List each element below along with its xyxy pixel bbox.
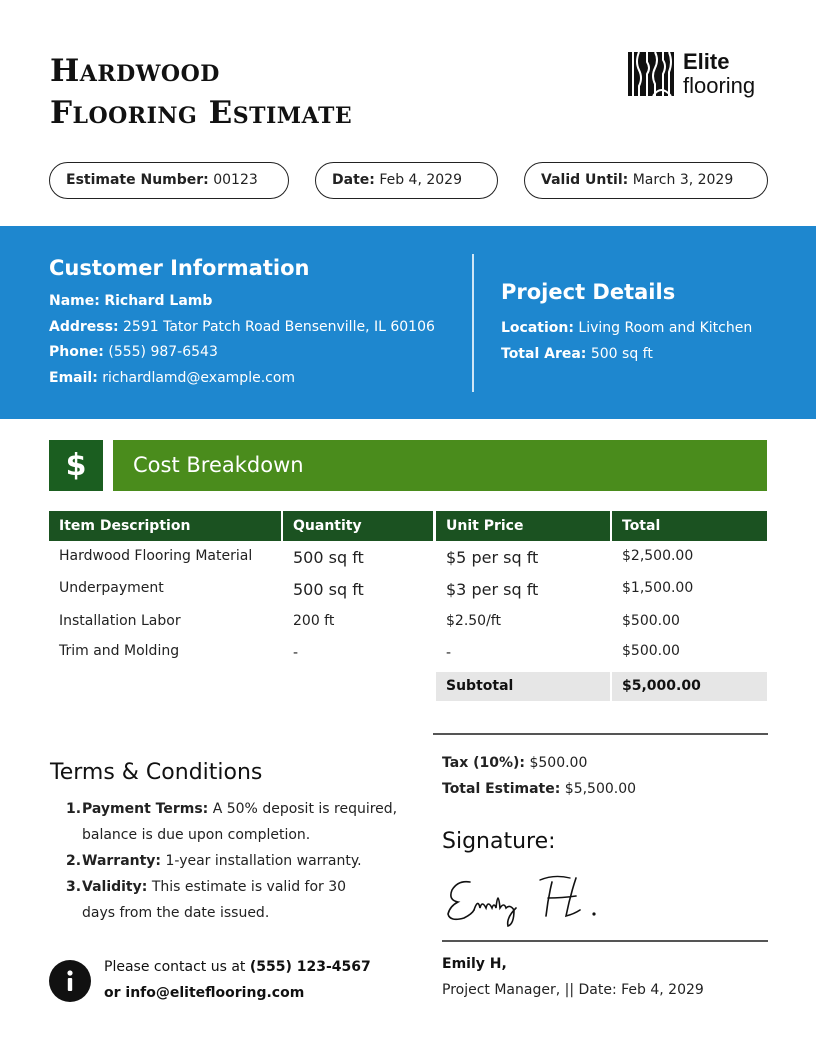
row-unit-price: $2.50/ft — [446, 613, 501, 629]
customer-name-value: Richard Lamb — [104, 293, 213, 309]
project-area — [501, 346, 653, 362]
terms-list — [62, 796, 412, 926]
contact-prefix: Please contact us at — [104, 959, 250, 975]
column-header-unit-price: Unit Price — [436, 511, 610, 541]
column-header-total: Total — [612, 511, 767, 541]
contact-info — [104, 954, 371, 1006]
column-header-item: Item Description — [49, 511, 281, 541]
customer-info-heading: Customer Information — [49, 256, 310, 280]
row-item: Underpayment — [59, 580, 164, 596]
customer-name — [49, 293, 212, 309]
valid-until-value: March 3, 2029 — [632, 172, 734, 188]
customer-address-value: 2591 Tator Patch Road Bensenville, IL 60106 — [123, 319, 435, 335]
signature-line — [442, 940, 768, 942]
dollar-icon: $ — [49, 440, 103, 491]
wood-grain-logo-icon — [627, 50, 675, 98]
subtotal-label: Subtotal — [436, 672, 610, 701]
total-estimate-value: $5,500.00 — [564, 781, 637, 797]
contact-or: or — [104, 985, 126, 1001]
list-item — [62, 796, 412, 848]
row-quantity: - — [293, 645, 299, 661]
customer-email — [49, 370, 295, 386]
row-quantity: 500 sq ft — [293, 580, 364, 599]
signer-title-date: Project Manager, || Date: Feb 4, 2029 — [442, 982, 704, 998]
row-total: $1,500.00 — [622, 580, 694, 596]
list-item — [62, 848, 412, 874]
terms-heading: Terms & Conditions — [50, 760, 263, 785]
handwritten-signature — [444, 868, 614, 928]
row-total: $500.00 — [622, 643, 680, 659]
estimate-number-value: 00123 — [213, 172, 258, 188]
project-details-heading: Project Details — [501, 280, 676, 304]
estimate-number-label: Estimate Number: — [66, 172, 209, 188]
contact-phone[interactable]: (555) 123-4567 — [249, 959, 371, 975]
project-area-value: 500 sq ft — [590, 346, 653, 362]
totals-divider — [433, 733, 768, 735]
row-quantity: 200 ft — [293, 613, 335, 629]
project-location-label: Location: — [501, 320, 574, 336]
term-number: 2. — [66, 853, 82, 869]
project-location — [501, 320, 752, 336]
tax-line — [442, 755, 587, 771]
customer-project-band — [0, 226, 816, 419]
band-divider — [472, 254, 474, 392]
term-text: 1-year installation warranty. — [165, 853, 362, 869]
logo-word-elite: Elite — [683, 49, 730, 74]
logo-word-flooring: flooring — [683, 73, 756, 98]
customer-phone — [49, 344, 218, 360]
customer-address — [49, 319, 435, 335]
signature-heading: Signature: — [442, 829, 556, 854]
customer-address-label: Address: — [49, 319, 119, 335]
row-item: Installation Labor — [59, 613, 181, 629]
contact-email[interactable]: info@eliteflooring.com — [125, 985, 305, 1001]
project-location-value: Living Room and Kitchen — [578, 320, 753, 336]
row-unit-price: $5 per sq ft — [446, 548, 539, 567]
customer-name-label: Name: — [49, 293, 100, 309]
total-estimate-label: Total Estimate: — [442, 781, 561, 797]
customer-phone-value: (555) 987-6543 — [108, 344, 218, 360]
row-total: $2,500.00 — [622, 548, 694, 564]
row-quantity: 500 sq ft — [293, 548, 364, 567]
row-unit-price: $3 per sq ft — [446, 580, 539, 599]
estimate-number-pill — [49, 162, 289, 199]
date-label: Date: — [332, 172, 375, 188]
valid-until-pill — [524, 162, 768, 199]
row-item: Hardwood Flooring Material — [59, 548, 253, 564]
company-logo — [627, 50, 755, 98]
customer-phone-label: Phone: — [49, 344, 104, 360]
project-area-label: Total Area: — [501, 346, 587, 362]
valid-until-label: Valid Until: — [541, 172, 629, 188]
tax-label: Tax (10%): — [442, 755, 526, 771]
date-pill — [315, 162, 498, 199]
customer-email-label: Email: — [49, 370, 98, 386]
row-item: Trim and Molding — [59, 643, 180, 659]
title-line-1: Hardwood — [50, 53, 220, 89]
term-text: This estimate is valid for 30 days from the date issued. — [82, 879, 347, 921]
document-title — [50, 50, 352, 134]
row-total: $500.00 — [622, 613, 680, 629]
term-number: 3. — [66, 879, 82, 895]
row-unit-price: - — [446, 645, 452, 661]
cost-breakdown-heading: Cost Breakdown — [113, 440, 767, 491]
term-label: Validity: — [82, 879, 148, 895]
term-label: Warranty: — [82, 853, 162, 869]
term-text: A 50% deposit is required, balance is due upon completion. — [82, 801, 398, 843]
total-estimate-line — [442, 781, 636, 797]
info-icon — [49, 960, 91, 1002]
list-item — [62, 874, 412, 926]
term-label: Payment Terms: — [82, 801, 209, 817]
customer-email-value: richardlamd@example.com — [102, 370, 296, 386]
column-header-quantity: Quantity — [283, 511, 433, 541]
title-line-2: Flooring Estimate — [50, 95, 353, 131]
tax-value: $500.00 — [529, 755, 588, 771]
date-value: Feb 4, 2029 — [379, 172, 462, 188]
subtotal-value: $5,000.00 — [612, 672, 767, 701]
signer-name: Emily H, — [442, 956, 507, 972]
term-number: 1. — [66, 801, 82, 817]
